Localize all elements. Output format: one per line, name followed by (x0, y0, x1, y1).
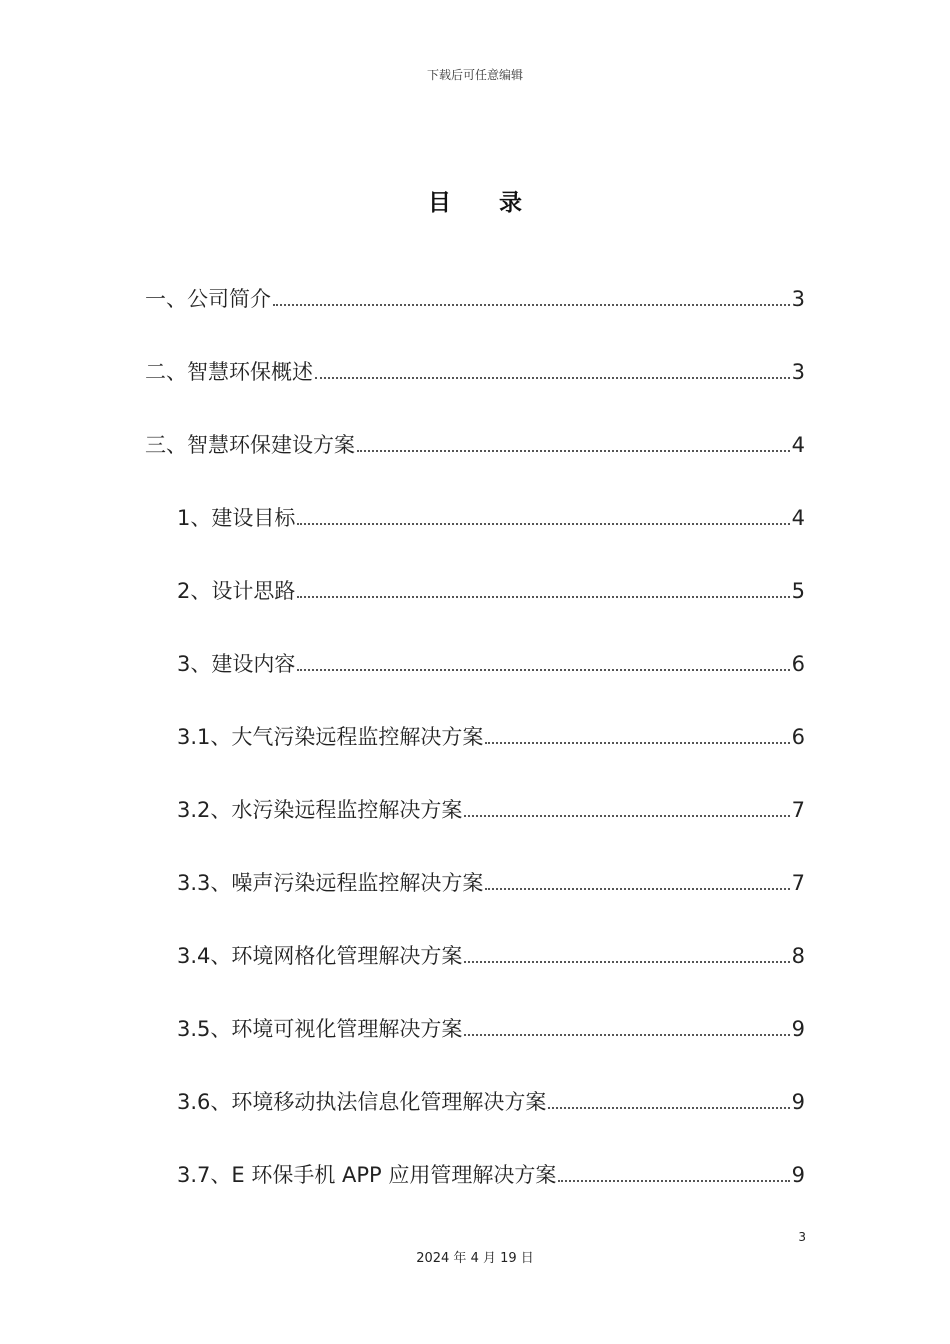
footer-date: 2024 年 4 月 19 日 (416, 1251, 534, 1266)
toc-entry-text: 2、设计思路 (177, 579, 296, 603)
toc-entry-text: 3.5、环境可视化管理解决方案 (177, 1017, 463, 1041)
toc-entry[interactable] (177, 1156, 805, 1190)
toc-entry[interactable] (177, 1083, 805, 1117)
toc-entry-text: 二、智慧环保概述 (145, 360, 313, 384)
toc-entry[interactable] (177, 791, 805, 825)
toc-entry-text: 3.6、环境移动执法信息化管理解决方案 (177, 1090, 547, 1114)
page-number: 3 (798, 1230, 806, 1244)
toc-entry[interactable] (145, 280, 805, 314)
toc-leader-dots (297, 595, 789, 598)
toc-entry[interactable] (145, 426, 805, 460)
toc-entry[interactable] (177, 718, 805, 752)
toc-entry-page: 3 (791, 287, 805, 311)
toc-entry-page: 9 (791, 1163, 805, 1187)
header-note: 下载后可任意编辑 (426, 68, 523, 82)
toc-leader-dots (297, 522, 789, 525)
toc-entry-page: 8 (791, 944, 805, 968)
toc-entry[interactable] (177, 937, 805, 971)
toc-entry[interactable] (145, 353, 805, 387)
toc-entry-page: 4 (791, 506, 805, 530)
toc-leader-dots (464, 1033, 789, 1036)
toc-entry-text: 3.2、水污染远程监控解决方案 (177, 798, 463, 822)
toc-entry-page: 6 (791, 725, 805, 749)
toc-entry[interactable] (177, 499, 805, 533)
toc-leader-dots (548, 1106, 789, 1109)
toc-entry-text: 3.1、大气污染远程监控解决方案 (177, 725, 484, 749)
toc-leader-dots (464, 960, 789, 963)
toc-leader-dots (464, 814, 789, 817)
toc-leader-dots (273, 303, 790, 306)
toc-title: 目 录 (427, 190, 542, 216)
toc-leader-dots (315, 376, 790, 379)
toc-entry-text: 3、建设内容 (177, 652, 296, 676)
toc-entry[interactable] (177, 572, 805, 606)
toc-entry[interactable] (177, 645, 805, 679)
toc-entry[interactable] (177, 864, 805, 898)
toc-entry[interactable] (177, 1010, 805, 1044)
toc-entry-page: 6 (791, 652, 805, 676)
toc-entry-page: 7 (791, 871, 805, 895)
toc-entry-page: 5 (791, 579, 805, 603)
toc-entry-page: 4 (791, 433, 805, 457)
toc-leader-dots (357, 449, 790, 452)
toc-leader-dots (485, 741, 789, 744)
toc-leader-dots (485, 887, 789, 890)
toc-entry-page: 7 (791, 798, 805, 822)
toc-leader-dots (297, 668, 789, 671)
toc-entry-text: 1、建设目标 (177, 506, 296, 530)
toc-leader-dots (558, 1179, 789, 1182)
toc-entry-text: 3.7、E 环保手机 APP 应用管理解决方案 (177, 1163, 557, 1187)
toc-entry-page: 9 (791, 1090, 805, 1114)
toc-entry-text: 3.4、环境网格化管理解决方案 (177, 944, 463, 968)
toc-entry-text: 三、智慧环保建设方案 (145, 433, 355, 457)
toc-entry-text: 3.3、噪声污染远程监控解决方案 (177, 871, 484, 895)
toc-entry-text: 一、公司简介 (145, 287, 271, 311)
toc-entry-page: 9 (791, 1017, 805, 1041)
toc-entry-page: 3 (791, 360, 805, 384)
